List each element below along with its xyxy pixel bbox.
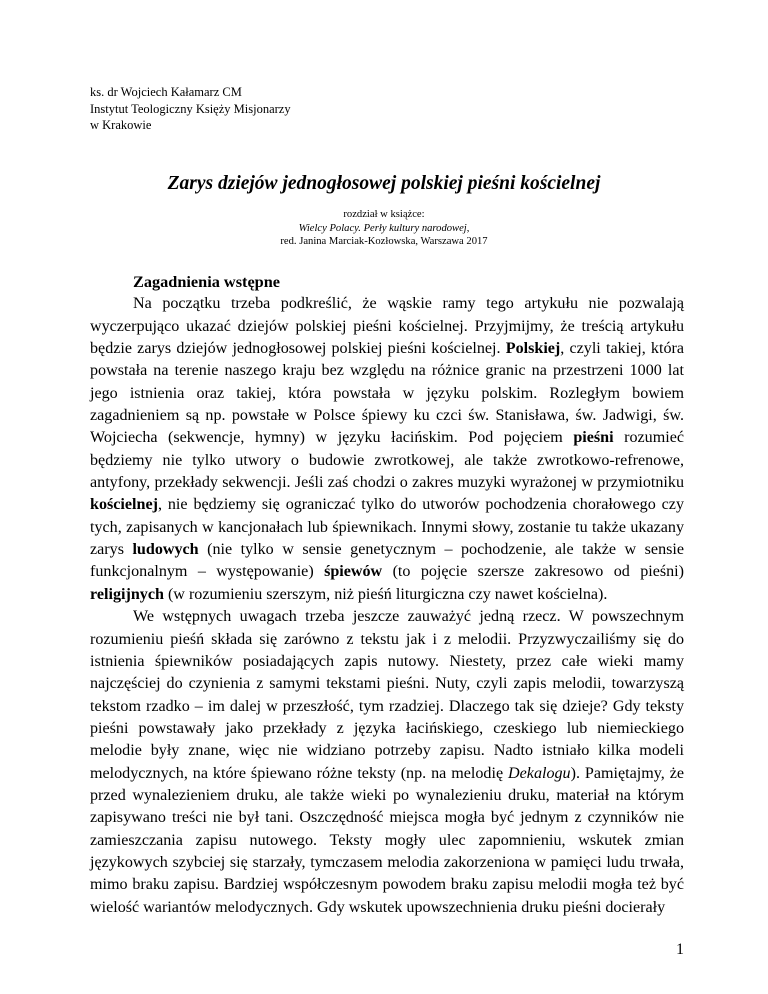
section-heading: Zagadnienia wstępne — [133, 272, 281, 291]
page-number: 1 — [676, 941, 684, 958]
emphasis-koscielnej: kościelnej — [90, 496, 158, 514]
source-note — [0, 208, 768, 249]
text-run: ). Pamiętajmy, że przed wynalezieniem druku, ale także wieki po wynalezieniu druku, materiał na którym zapisywano treści nie był tani. Oszczędność miejsca mogła być jednym z czynników nie zamieszczania zapisu nutowego. Teksty mogły ulec zapomnieniu, wskutek zmian językowych szybciej się starzały, tymczasem melodia zakorzeniona w pamięci ludu trwała, mimo braku zapisu. Bardziej współczesnym powodem braku zapisu melodii mogła też być wielość wariantów melodycznych. Gdy wskutek upowszechnienia druku pieśni docierały — [90, 764, 685, 916]
paragraph-intro — [90, 293, 684, 606]
text-run: (w rozumieniu szerszym, niż pieśń liturgiczna czy nawet kościelna). — [163, 585, 608, 603]
text-run: Na początku trzeba podkreślić, że wąskie ramy tego artykułu nie pozwalają wyczerpująco ukazać dziejów polskiej pieśni kościelnej. Przyjmijmy, że treścią artykułu będzie zarys dziejów jednogłosowej polskiej pieśni kościelnej. — [90, 295, 684, 358]
document-title: Zarys dziejów jednogłosowej polskiej pieśni kościelnej — [167, 173, 601, 194]
text-run: (to pojęcie szersze zakresowo od pieśni) — [382, 563, 684, 581]
book-title-separator: , — [466, 222, 470, 234]
author-institute: Instytut Teologiczny Księży Misjonarzy — [90, 101, 291, 116]
body-text — [90, 271, 684, 919]
text-run: rozumieć będziemy nie tylko utwory o budowie zwrotkowej, ale także zwrotkowo-refrenowe, antyfony, przekłady sekwencji. Jeśli zaś chodzi o zakres muzyki wyrażonej w przymiotniku — [90, 429, 684, 492]
source-editor: red. Janina Marciak-Kozłowska, Warszawa 2017 — [280, 236, 488, 248]
emphasis-ludowych: ludowych — [132, 541, 199, 559]
author-name: ks. dr Wojciech Kałamarz CM — [90, 85, 242, 99]
book-title: Wielcy Polacy. Perły kultury narodowej — [298, 222, 467, 234]
author-city: w Krakowie — [90, 118, 152, 132]
emphasis-piesni: pieśni — [573, 429, 614, 447]
author-block — [90, 84, 291, 134]
text-run: , czyli takiej, która powstała na terenie naszego kraju bez względu na różnice granic na przestrzeni 1000 lat jego istnienia oraz takiej, która powstała w języku polskim. Rozległym bowiem zagadnieniem są np. powstałe w Polsce śpiewy ku czci św. Stanisława, św. Jadwigi, św. Wojciecha (sekwencje, hymny) w języku łacińskim. Pod pojęciem — [90, 340, 684, 447]
emphasis-spiewow: śpiewów — [324, 563, 383, 581]
paragraph-remarks — [90, 606, 684, 919]
text-run: We wstępnych uwagach trzeba jeszcze zauważyć jedną rzecz. W powszechnym rozumieniu pieśń składa się zarówno z tekstu jak i z melodii. Przyzwyczailiśmy się do istnienia śpiewników posiadających zapis nutowy. Niestety, przez całe wieki mamy najczęściej do czynienia z samymi tekstami pieśni. Nuty, czyli zapis melodii, towarzyszą tekstom rzadko – im dalej w przeszłość, tym rzadziej. Dlaczego tak się dzieje? Gdy teksty pieśni powstawały jako przekłady z języka łacińskiego, czeskiego lub niemieckiego melodie były znane, więc nie widziano potrzeby zapisu. Nadto istniało kilka modeli melodycznych, na które śpiewano różne teksty (np. na melodię — [90, 608, 684, 782]
emphasis-religijnych: religijnych — [90, 585, 164, 603]
source-book — [0, 222, 768, 236]
emphasis-polskiej: Polskiej — [505, 340, 561, 358]
emphasis-dekalogu: Dekalogu — [508, 764, 571, 782]
source-label: rozdział w książce: — [343, 209, 425, 220]
text-run: , nie będziemy się ograniczać tylko do utworów pochodzenia chorałowego czy tych, zapisanych w kancjonałach lub śpiewnikach. Innymi słowy, zostanie tu także ukazany zarys — [90, 496, 684, 559]
text-run: (nie tylko w sensie genetycznym – pochodzenie, ale także w sensie funkcjonalnym – występowanie) — [90, 541, 684, 581]
